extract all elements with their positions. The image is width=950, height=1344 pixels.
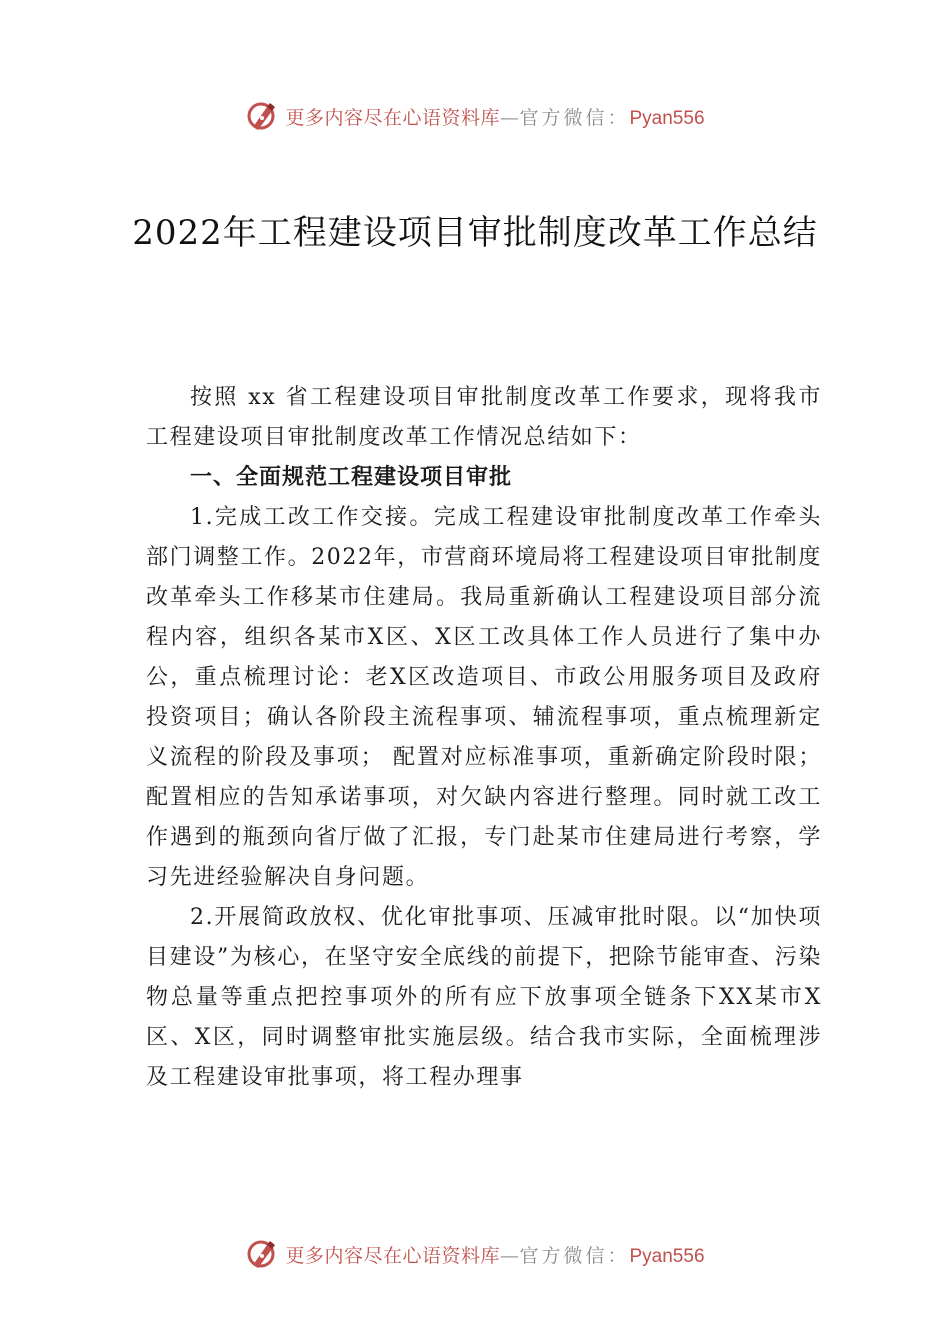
watermark-text: 更多内容尽在心语资料库—官方微信：Pyan556	[285, 106, 705, 129]
intro-paragraph: 按照 xx 省工程建设项目审批制度改革工作要求，现将我市工程建设项目审批制度改革工作情况总结如下：	[146, 385, 822, 450]
paragraph-1: 1.完成工改工作交接。完成工程建设审批制度改革工作牵头部门调整工作。2022年，市营商环境局将工程建设项目审批制度改革牵头工作移某市住建局。我局重新确认工程建设项目部分流程内容，组织各某市X区、X区工改具体工作人员进行了集中办公，重点梳理讨论：老X区改造项目、市政公用服务项目及政府投资项目；确认各阶段主流程事项、辅流程事项，重点梳理新定义流程的阶段及事项； 配置对应标准事项，重新确定阶段时限；配置相应的告知承诺事项，对欠缺内容进行整理。同时就工改工作遇到的瓶颈向省厅做了汇报，专门赴某市住建局进行考察，学习先进经验解决自身问题。	[146, 505, 822, 890]
watermark-text: 更多内容尽在心语资料库—官方微信：Pyan556	[285, 1244, 705, 1267]
watermark-header	[0, 96, 950, 136]
document-body	[146, 378, 822, 1098]
paragraph-2: 2.开展简政放权、优化审批事项、压减审批时限。以“加快项目建设”为核心，在坚守安全底线的前提下，把除节能审查、污染物总量等重点把控事项外的所有应下放事项全链条下XX某市X区、X区，同时调整审批实施层级。结合我市实际，全面梳理涉及工程建设审批事项，将工程办理事	[146, 905, 822, 1090]
document-title: 2022年工程建设项目审批制度改革工作总结	[132, 213, 818, 253]
watermark-footer	[0, 1234, 950, 1274]
section-heading: 一、全面规范工程建设项目审批	[190, 465, 513, 490]
fountain-pen-logo-icon	[245, 99, 279, 133]
fountain-pen-logo-icon	[245, 1237, 279, 1271]
